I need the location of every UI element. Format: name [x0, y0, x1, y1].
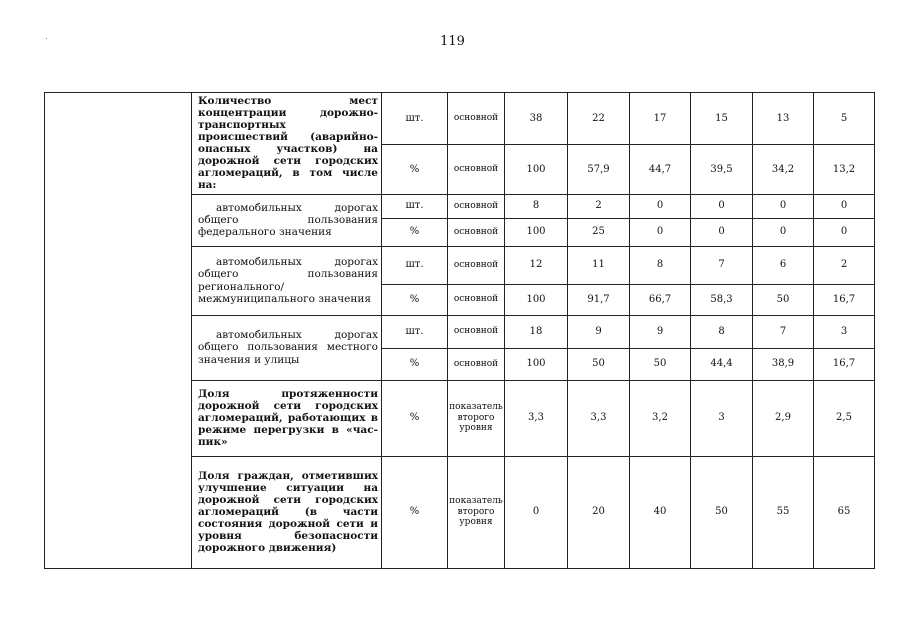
value-cell: 12 — [505, 246, 568, 284]
value-cell: 22 — [568, 93, 630, 145]
unit-cell: % — [382, 348, 448, 380]
unit-cell: % — [382, 218, 448, 246]
type-cell: основной — [448, 194, 505, 218]
value-cell: 13 — [753, 93, 814, 145]
unit-cell: шт. — [382, 194, 448, 218]
unit-cell: шт. — [382, 93, 448, 145]
value-cell: 2 — [568, 194, 630, 218]
value-cell: 44,7 — [630, 145, 691, 194]
value-cell: 18 — [505, 315, 568, 348]
value-cell: 0 — [753, 194, 814, 218]
value-cell: 100 — [505, 348, 568, 380]
value-cell: 5 — [814, 93, 875, 145]
value-cell: 17 — [630, 93, 691, 145]
value-cell: 6 — [753, 246, 814, 284]
type-cell: основной — [448, 315, 505, 348]
value-cell: 3,3 — [505, 380, 568, 456]
value-cell: 8 — [505, 194, 568, 218]
indicator-cell — [192, 456, 382, 568]
value-cell: 2,5 — [814, 380, 875, 456]
value-cell: 9 — [568, 315, 630, 348]
unit-cell: % — [382, 456, 448, 568]
type-cell: основной — [448, 348, 505, 380]
value-cell: 50 — [568, 348, 630, 380]
value-cell: 3 — [814, 315, 875, 348]
value-cell: 65 — [814, 456, 875, 568]
type-cell: основной — [448, 145, 505, 194]
value-cell: 0 — [814, 194, 875, 218]
indicator-cell — [192, 194, 382, 246]
value-cell: 50 — [691, 456, 753, 568]
value-cell: 0 — [691, 218, 753, 246]
page-number: 119 — [440, 34, 465, 49]
value-cell: 100 — [505, 145, 568, 194]
value-cell: 91,7 — [568, 284, 630, 315]
value-cell: 3 — [691, 380, 753, 456]
type-cell: показатель второго уровня — [448, 380, 505, 456]
value-cell: 50 — [753, 284, 814, 315]
value-cell: 34,2 — [753, 145, 814, 194]
indicator-label: автомобильных дорогах общего пользования федерального значения — [198, 201, 378, 239]
type-cell: основной — [448, 246, 505, 284]
type-cell: показатель второго уровня — [448, 456, 505, 568]
value-cell: 8 — [630, 246, 691, 284]
value-cell: 9 — [630, 315, 691, 348]
value-cell: 38,9 — [753, 348, 814, 380]
value-cell: 13,2 — [814, 145, 875, 194]
type-cell: основной — [448, 218, 505, 246]
indicator-label: Доля протяженности дорожной сети городских агломераций, работающих в режиме перегрузки в «час-пик» — [198, 387, 378, 449]
type-cell: основной — [448, 93, 505, 145]
value-cell: 0 — [753, 218, 814, 246]
table-row — [45, 93, 875, 145]
value-cell: 20 — [568, 456, 630, 568]
value-cell: 66,7 — [630, 284, 691, 315]
unit-cell: % — [382, 284, 448, 315]
value-cell: 0 — [814, 218, 875, 246]
unit-cell: шт. — [382, 315, 448, 348]
value-cell: 25 — [568, 218, 630, 246]
value-cell: 8 — [691, 315, 753, 348]
value-cell: 16,7 — [814, 348, 875, 380]
value-cell: 57,9 — [568, 145, 630, 194]
value-cell: 0 — [630, 194, 691, 218]
indicators-table — [44, 92, 875, 569]
indicator-cell — [192, 246, 382, 315]
value-cell: 100 — [505, 284, 568, 315]
value-cell: 100 — [505, 218, 568, 246]
value-cell: 7 — [753, 315, 814, 348]
value-cell: 39,5 — [691, 145, 753, 194]
unit-cell: % — [382, 145, 448, 194]
value-cell: 40 — [630, 456, 691, 568]
value-cell: 3,2 — [630, 380, 691, 456]
indicator-cell — [192, 315, 382, 380]
blank-column-cell — [45, 93, 192, 569]
value-cell: 0 — [630, 218, 691, 246]
value-cell: 2,9 — [753, 380, 814, 456]
indicator-label: Количество мест концентрации дорожно-транспортных происшествий (аварийно-опасных участков) на дорожной сети городских агломераций, в том числе на: — [198, 95, 378, 192]
value-cell: 58,3 — [691, 284, 753, 315]
value-cell: 0 — [505, 456, 568, 568]
value-cell: 3,3 — [568, 380, 630, 456]
indicator-label: автомобильных дорогах общего пользования местного значения и улицы — [198, 329, 378, 366]
indicator-cell — [192, 380, 382, 456]
unit-cell: % — [382, 380, 448, 456]
type-cell: основной — [448, 284, 505, 315]
value-cell: 50 — [630, 348, 691, 380]
value-cell: 44,4 — [691, 348, 753, 380]
unit-cell: шт. — [382, 246, 448, 284]
value-cell: 55 — [753, 456, 814, 568]
indicator-label: автомобильных дорогах общего пользования регионального/ межмуниципального значения — [198, 256, 378, 305]
value-cell: 0 — [691, 194, 753, 218]
value-cell: 15 — [691, 93, 753, 145]
value-cell: 7 — [691, 246, 753, 284]
indicator-label: Доля граждан, отметивших улучшение ситуации на дорожной сети городских агломераций (в части состояния дорожной сети и уровня безопасности дорожного движения) — [198, 469, 378, 555]
value-cell: 11 — [568, 246, 630, 284]
indicator-cell — [192, 93, 382, 195]
value-cell: 16,7 — [814, 284, 875, 315]
value-cell: 38 — [505, 93, 568, 145]
value-cell: 2 — [814, 246, 875, 284]
